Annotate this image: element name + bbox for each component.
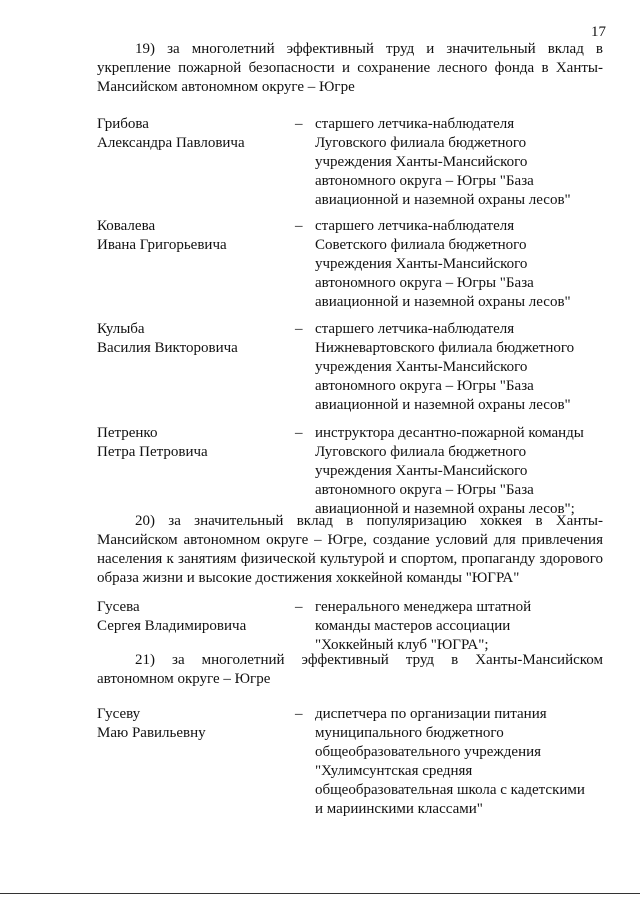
position-line: старшего летчика-наблюдателя: [315, 116, 515, 132]
recipient-name: [97, 320, 282, 358]
position-line: учреждения Ханты-Мансийского: [315, 463, 528, 479]
position-line: инструктора десантно-пожарной команды: [315, 425, 584, 441]
position-line: старшего летчика-наблюдателя: [315, 321, 515, 337]
dash: –: [295, 706, 303, 722]
name-line: Сергея Владимировича: [97, 618, 247, 634]
position-line: "Хоккейный клуб "ЮГРА";: [315, 637, 489, 653]
name-line: Гусеву: [97, 706, 141, 722]
name-line: Ивана Григорьевича: [97, 237, 227, 253]
position-line: команды мастеров ассоциации: [315, 618, 511, 634]
recipient-name: [97, 217, 282, 255]
section-intro-20: 20) за значительный вклад в популяризацию хоккея в Ханты-Мансийском автономном округе – Югре, создание условий для привлечения населения к занятиям физической культурой и спортом, пропаганду здорового образа жизни и высокие достижения хоккейной команды "ЮГРА": [97, 513, 603, 586]
position-line: Нижневартовского филиала бюджетного: [315, 340, 575, 356]
recipient-position: [315, 217, 607, 312]
position-line: общеобразовательная школа с кадетскими: [315, 782, 585, 798]
recipient-position: [315, 115, 607, 210]
position-line: автономного округа – Югры "База: [315, 173, 534, 189]
recipient-position: [315, 598, 607, 655]
recipient-name: [97, 424, 282, 462]
dash: –: [295, 116, 303, 132]
name-line: Ковалева: [97, 218, 156, 234]
name-line: Грибова: [97, 116, 149, 132]
recipient-name: [97, 598, 282, 636]
position-line: Советского филиала бюджетного: [315, 237, 527, 253]
name-line: Маю Равильевну: [97, 725, 206, 741]
dash: –: [295, 425, 303, 441]
name-line: Петра Петровича: [97, 444, 208, 460]
section-intro-19: 19) за многолетний эффективный труд и значительный вклад в укрепление пожарной безопасности и сохранение лесного фонда в Ханты-Мансийском автономном округе – Югре: [97, 41, 603, 95]
position-line: авиационной и наземной охраны лесов";: [315, 501, 575, 517]
recipient-name: [97, 115, 282, 153]
position-line: авиационной и наземной охраны лесов": [315, 294, 571, 310]
recipient-position: [315, 320, 607, 415]
page-number: 17: [591, 24, 606, 40]
footer-divider: [0, 893, 640, 894]
dash: –: [295, 599, 303, 615]
position-line: учреждения Ханты-Мансийского: [315, 359, 528, 375]
position-line: Луговского филиала бюджетного: [315, 135, 527, 151]
position-line: общеобразовательного учреждения: [315, 744, 542, 760]
dash: –: [295, 218, 303, 234]
position-line: муниципального бюджетного: [315, 725, 504, 741]
position-line: и мариинскими классами": [315, 801, 483, 817]
recipient-position: [315, 705, 607, 819]
name-line: Кулыба: [97, 321, 145, 337]
recipient-name: [97, 705, 282, 743]
dash: –: [295, 321, 303, 337]
position-line: Луговского филиала бюджетного: [315, 444, 527, 460]
name-line: Александра Павловича: [97, 135, 245, 151]
name-line: Гусева: [97, 599, 140, 615]
position-line: автономного округа – Югры "База: [315, 275, 534, 291]
position-line: "Хулимсунтская средняя: [315, 763, 473, 779]
recipient-position: [315, 424, 607, 519]
position-line: старшего летчика-наблюдателя: [315, 218, 515, 234]
position-line: генерального менеджера штатной: [315, 599, 532, 615]
position-line: авиационной и наземной охраны лесов": [315, 192, 571, 208]
position-line: учреждения Ханты-Мансийского: [315, 256, 528, 272]
name-line: Петренко: [97, 425, 158, 441]
position-line: автономного округа – Югры "База: [315, 482, 534, 498]
name-line: Василия Викторовича: [97, 340, 238, 356]
position-line: автономного округа – Югры "База: [315, 378, 534, 394]
position-line: авиационной и наземной охраны лесов": [315, 397, 571, 413]
position-line: учреждения Ханты-Мансийского: [315, 154, 528, 170]
position-line: диспетчера по организации питания: [315, 706, 547, 722]
section-intro-21: 21) за многолетний эффективный труд в Ханты-Мансийском автономном округе – Югре: [97, 652, 603, 687]
